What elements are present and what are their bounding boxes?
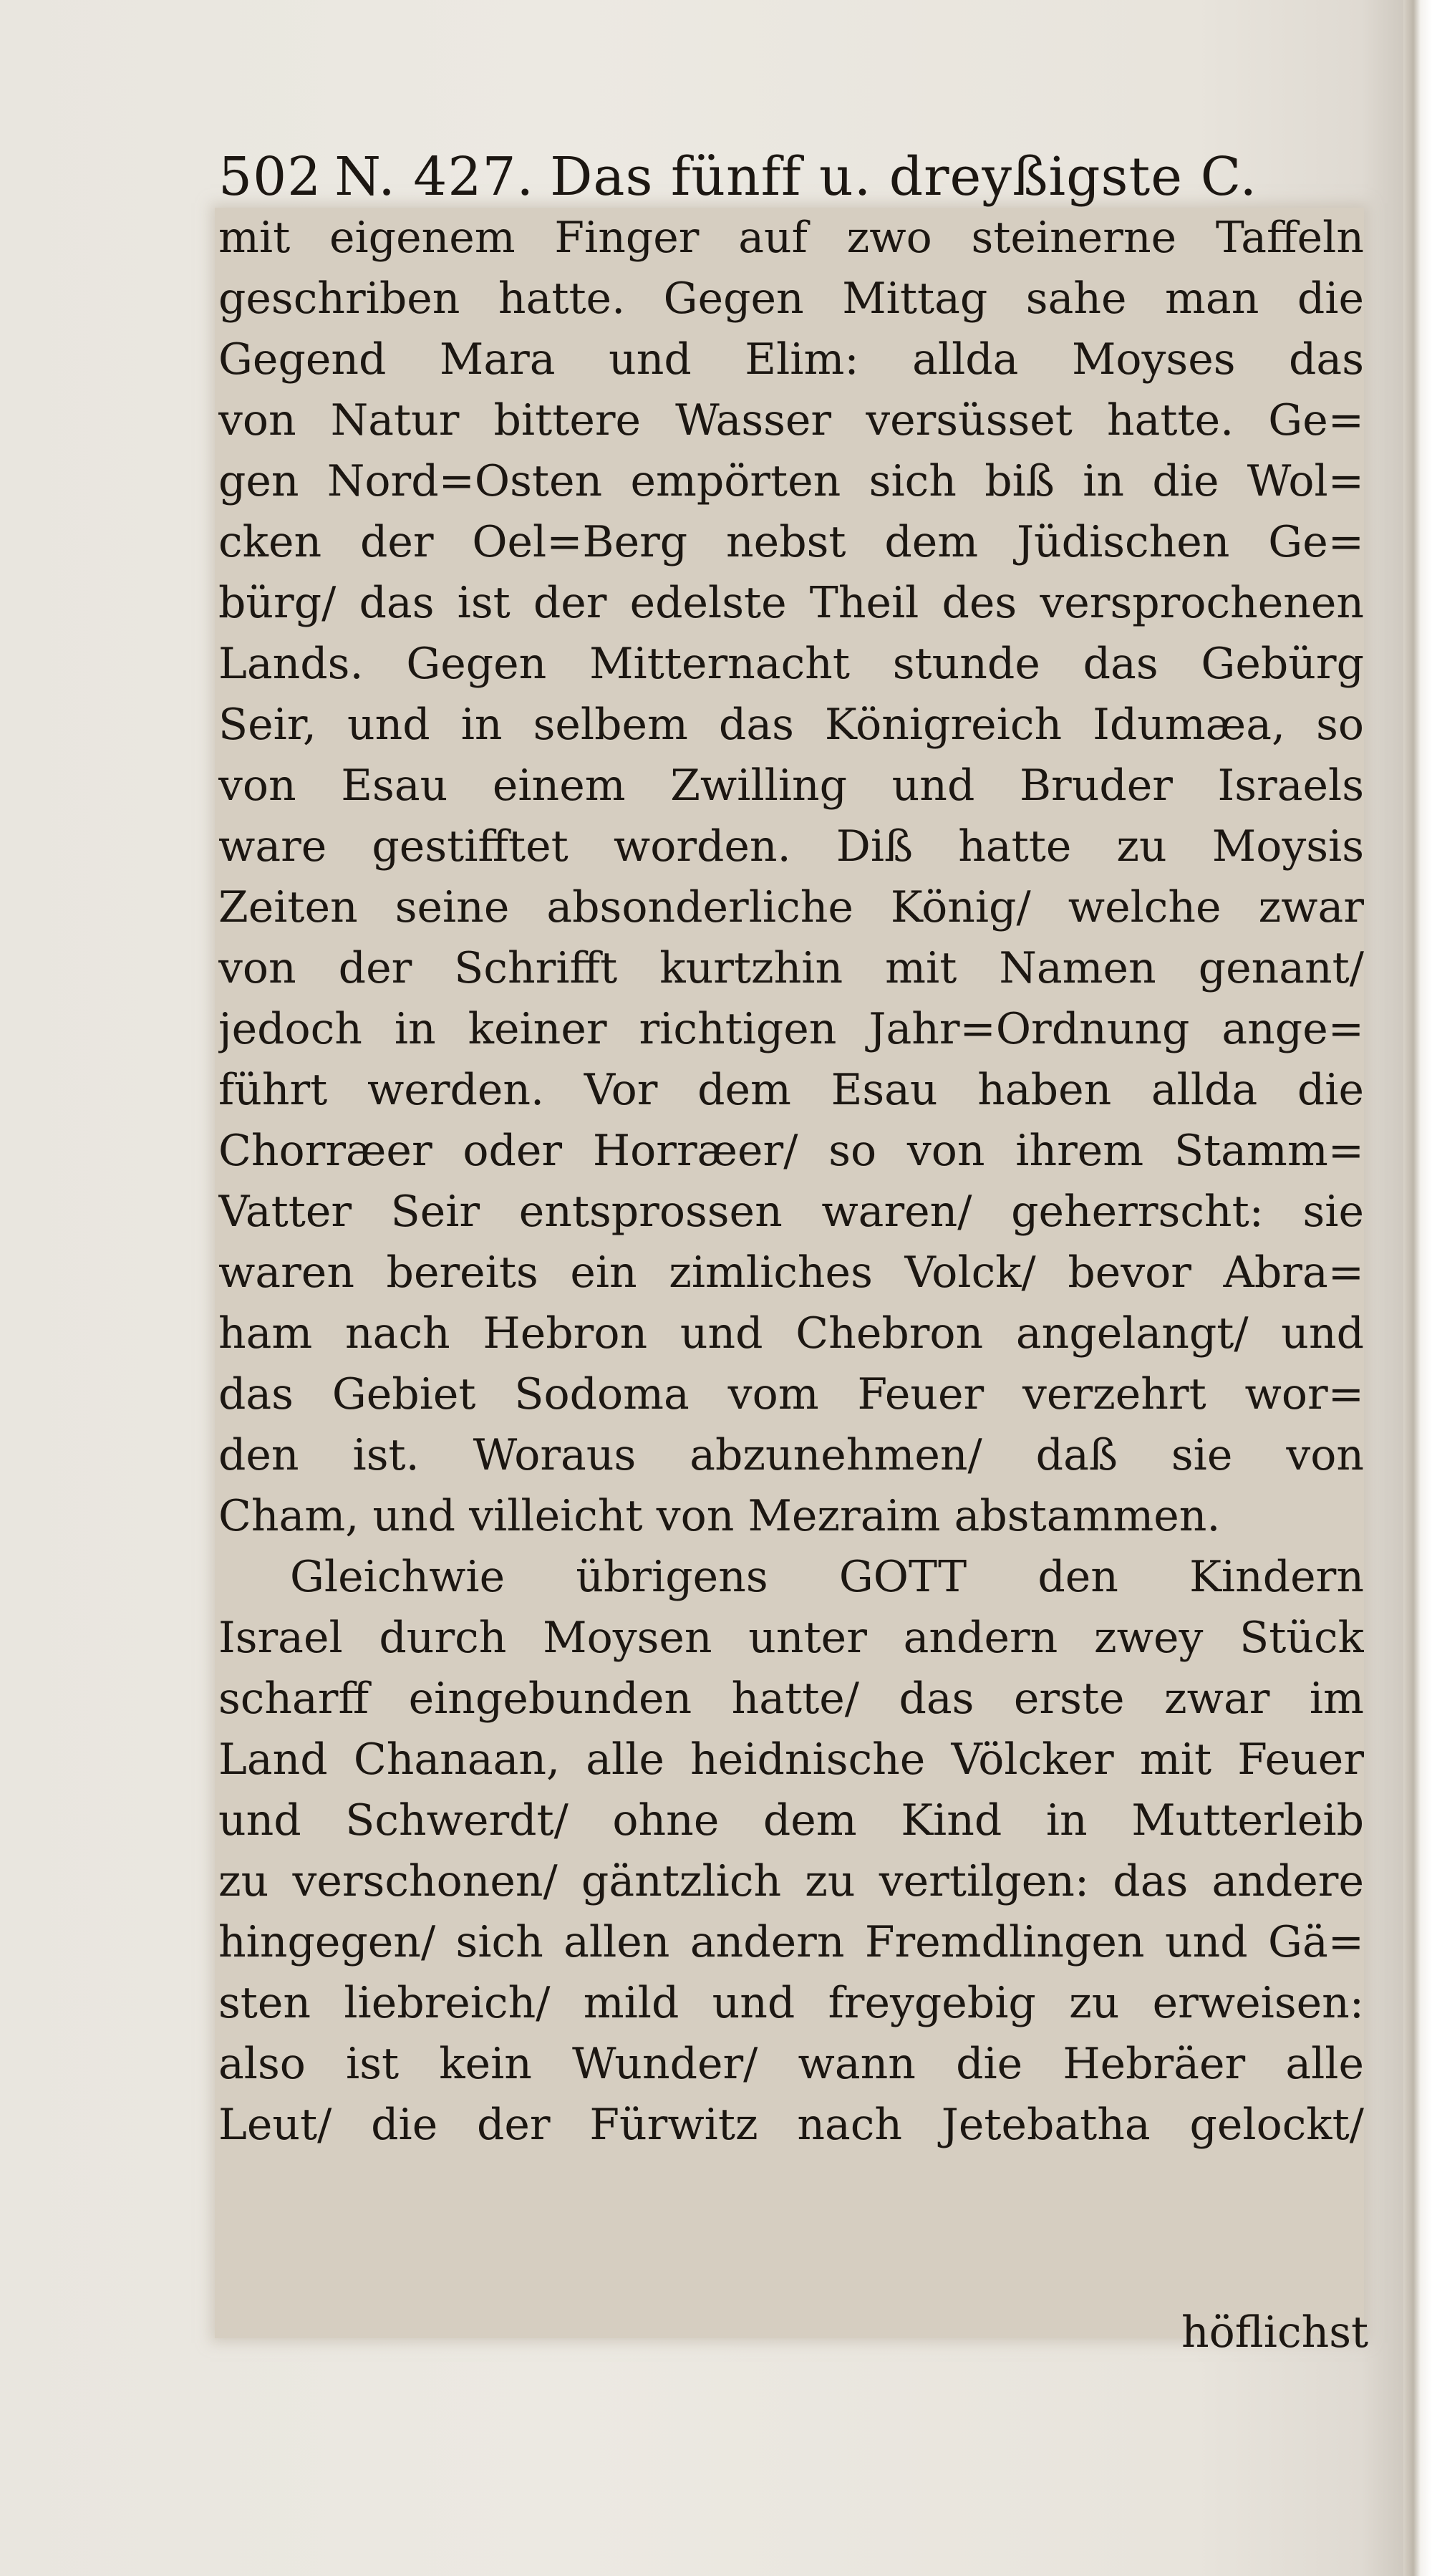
text-line: von Natur bittere Wasser versüsset hatte. Ge= (218, 395, 1364, 445)
text-line: hingegen/ sich allen andern Fremdlingen und Gä= (218, 1917, 1364, 1967)
page-number: 502 (218, 146, 322, 208)
running-header (218, 125, 1364, 208)
text-line: sten liebreich/ mild und freygebig zu erweisen: (218, 1978, 1364, 2028)
text-line: von der Schrifft kurtzhin mit Namen genant/ (218, 943, 1364, 993)
text-line: Seir, und in selbem das Königreich Idumæa, so (218, 700, 1364, 750)
text-line: zu verschonen/ gäntzlich zu vertilgen: das andere (218, 1856, 1364, 1906)
text-line: geschriben hatte. Gegen Mittag sahe man die (218, 274, 1364, 324)
text-line: gen Nord=Osten empörten sich biß in die Wol= (218, 456, 1364, 506)
text-line: ham nach Hebron und Chebron angelangt/ und (218, 1308, 1364, 1359)
text-line: waren bereits ein zimliches Volck/ bevor Abra= (218, 1248, 1364, 1298)
page-edge-shadow (1403, 0, 1432, 2576)
text-line: Zeiten seine absonderliche König/ welche zwar (218, 882, 1364, 932)
text-line: ware gestifftet worden. Diß hatte zu Moysis (218, 821, 1364, 872)
paragraph-end-line: Cham, und villeicht von Mezraim abstammen. (218, 1491, 1221, 1541)
text-line: Land Chanaan, alle heidnische Völcker mit Feuer (218, 1735, 1364, 1785)
text-line: bürg/ das ist der edelste Theil des versprochenen (218, 578, 1364, 628)
text-line: Leut/ die der Fürwitz nach Jetebatha gelockt/ (218, 2100, 1364, 2150)
text-line: Vatter Seir entsprossen waren/ geherrscht: sie (218, 1187, 1364, 1237)
text-line: das Gebiet Sodoma vom Feuer verzehrt wor= (218, 1369, 1364, 1419)
text-line: jedoch in keiner richtigen Jahr=Ordnung ange= (218, 1004, 1364, 1054)
text-line: cken der Oel=Berg nebst dem Jüdischen Ge= (218, 517, 1364, 567)
paragraph-start-line: Gleichwie übrigens GOTT den Kindern (290, 1552, 1364, 1602)
catchword: höflichst (1181, 2307, 1369, 2358)
text-line: führt werden. Vor dem Esau haben allda die (218, 1065, 1364, 1115)
text-line: und Schwerdt/ ohne dem Kind in Mutterleib (218, 1795, 1364, 1846)
text-line: den ist. Woraus abzunehmen/ daß sie von (218, 1430, 1364, 1480)
text-block (218, 125, 1364, 2156)
text-line: Chorræer oder Horræer/ so von ihrem Stamm= (218, 1126, 1364, 1176)
text-line: von Esau einem Zwilling und Bruder Israels (218, 761, 1364, 811)
section-number: N. 427. (334, 146, 535, 208)
text-line: mit eigenem Finger auf zwo steinerne Taffeln (218, 213, 1364, 263)
text-line: scharff eingebunden hatte/ das erste zwar im (218, 1674, 1364, 1724)
text-line: Lands. Gegen Mitternacht stunde das Gebürg (218, 639, 1364, 689)
text-line: also ist kein Wunder/ wann die Hebräer alle (218, 2039, 1364, 2089)
running-title: Das fünff u. dreyßigste C. (550, 146, 1258, 208)
text-line: Gegend Mara und Elim: allda Moyses das (218, 334, 1364, 385)
text-line: Israel durch Moysen unter andern zwey Stück (218, 1613, 1364, 1663)
